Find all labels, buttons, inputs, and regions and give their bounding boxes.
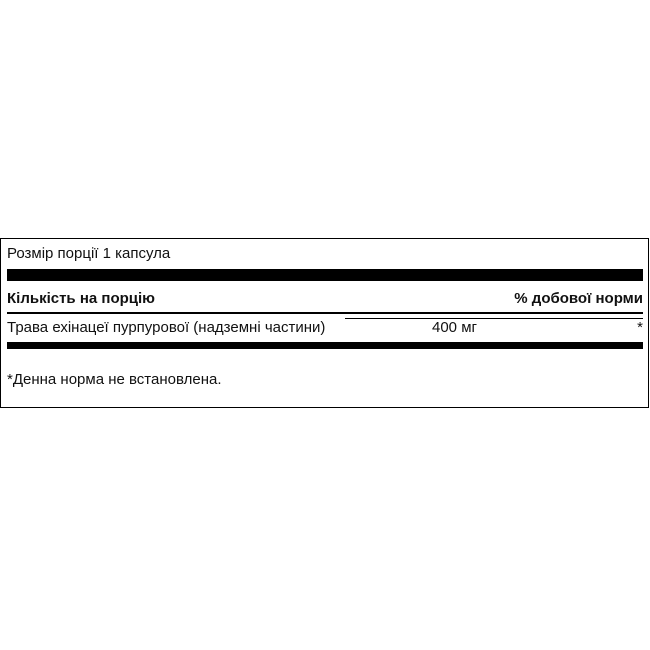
thick-divider-bar (7, 269, 643, 281)
serving-size-text: Розмір порції 1 капсула (7, 245, 171, 262)
ingredient-amount: 400 мг (432, 319, 477, 336)
row-separator-line (345, 318, 643, 319)
supplement-facts-panel (0, 238, 649, 408)
ingredient-row (7, 318, 643, 340)
header-divider-rule (7, 312, 643, 314)
ingredient-daily-value: * (637, 319, 643, 336)
footnote-text: *Денна норма не встановлена. (7, 371, 222, 388)
ingredient-name: Трава ехінацеї пурпурової (надземні частини) (7, 319, 326, 336)
bottom-divider-bar (7, 342, 643, 349)
daily-value-header: % добової норми (514, 290, 643, 307)
table-header-row (7, 289, 643, 309)
amount-per-serving-header: Кількість на порцію (7, 290, 155, 307)
